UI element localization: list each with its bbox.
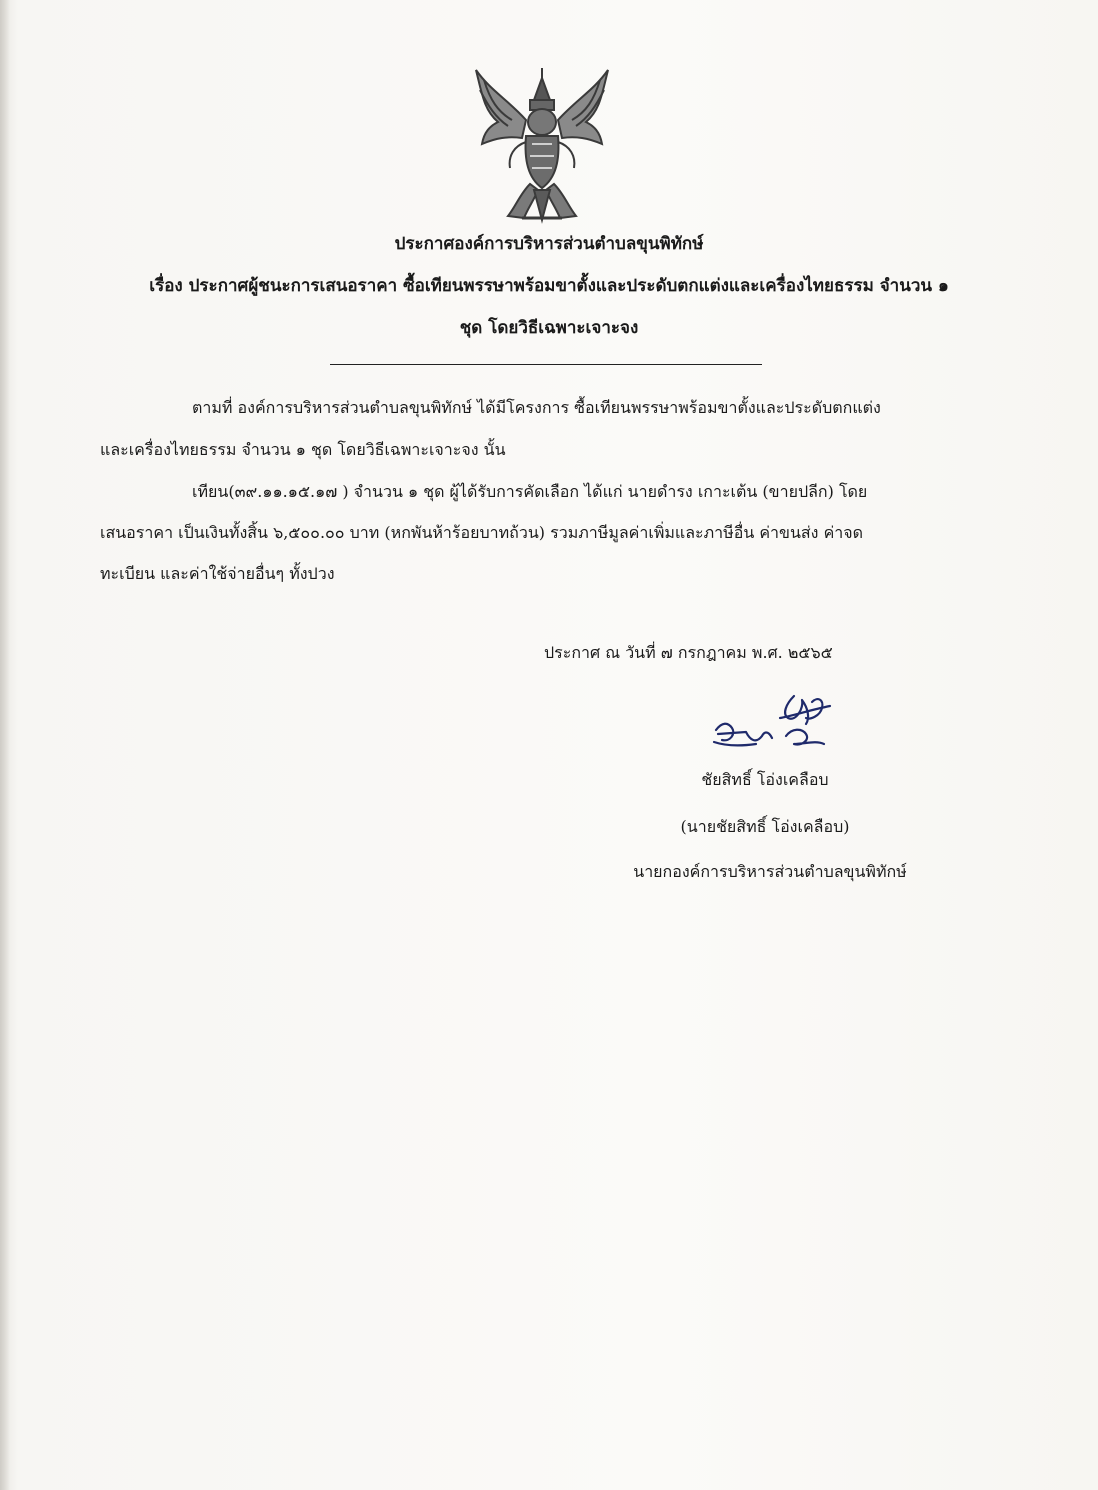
body-paragraph-line: ตามที่ องค์การบริหารส่วนตำบลขุนพิทักษ์ ได้มีโครงการ ซื้อเทียนพรรษาพร้อมขาตั้งและประดับตกแต่ง (192, 398, 881, 417)
body-paragraph-line: เทียน(๓๙.๑๑.๑๕.๑๗ ) จำนวน ๑ ชุด ผู้ได้รับการคัดเลือก ได้แก่ นายดำรง เกาะเต้น (ขายปลีก) โดย (192, 482, 868, 501)
announcement-title: ประกาศองค์การบริหารส่วนตำบลขุนพิทักษ์ (394, 234, 704, 254)
announcement-subject: เรื่อง ประกาศผู้ชนะการเสนอราคา ซื้อเทียนพรรษาพร้อมขาตั้งและประดับตกแต่งและเครื่องไทยธรรม จำนวน ๑ (149, 276, 949, 296)
announcement-date: ประกาศ ณ วันที่ ๗ กรกฎาคม พ.ศ. ๒๕๖๕ (544, 643, 833, 662)
garuda-emblem-icon (468, 60, 616, 225)
title-divider (330, 364, 762, 365)
handwritten-signature (706, 688, 846, 758)
body-paragraph-line: ทะเบียน และค่าใช้จ่ายอื่นๆ ทั้งปวง (100, 564, 335, 583)
body-paragraph-line: และเครื่องไทยธรรม จำนวน ๑ ชุด โดยวิธีเฉพาะเจาะจง นั้น (100, 440, 506, 459)
body-paragraph-line: เสนอราคา เป็นเงินทั้งสิ้น ๖,๕๐๐.๐๐ บาท (หกพันห้าร้อยบาทถ้วน) รวมภาษีมูลค่าเพิ่มและภาษีอื่น ค่าขนส่ง ค่าจด (100, 523, 864, 542)
announcement-subject-continued: ชุด โดยวิธีเฉพาะเจาะจง (459, 318, 639, 338)
signatory-full-name: (นายชัยสิทธิ์ โอ่งเคลือบ) (680, 817, 850, 836)
signatory-signed-name: ชัยสิทธิ์ โอ่งเคลือบ (701, 770, 829, 789)
signatory-position: นายกองค์การบริหารส่วนตำบลขุนพิทักษ์ (633, 862, 907, 881)
page-edge-shadow (0, 0, 10, 1490)
